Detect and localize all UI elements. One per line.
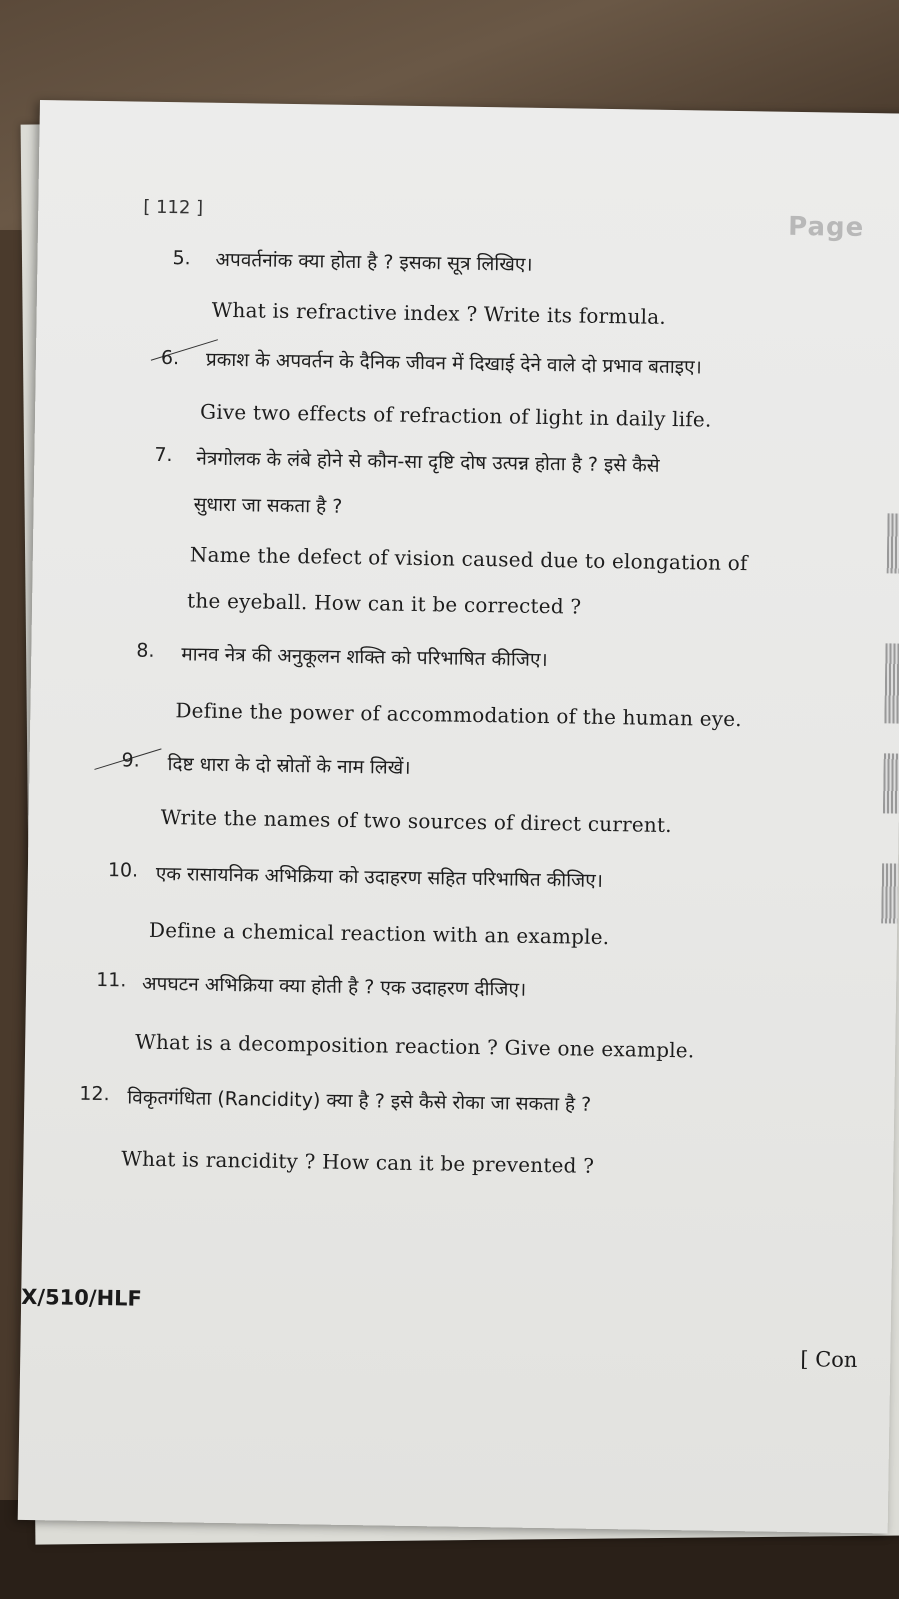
question-number: 6.	[160, 346, 180, 370]
question-hindi: अपघटन अभिक्रिया क्या होती है ? एक उदाहरण दीजिए।	[141, 972, 527, 1001]
question-english: the eyeball. How can it be corrected ?	[186, 588, 582, 619]
question-english: What is a decomposition reaction ? Give one example.	[135, 1029, 695, 1063]
paper-code: X/510/HLF	[21, 1284, 143, 1311]
question-english: Define a chemical reaction with an example.	[148, 917, 610, 950]
question-number: 11.	[96, 968, 127, 992]
question-hindi: सुधारा जा सकता है ?	[193, 493, 343, 518]
question-hindi: अपवर्तनांक क्या होता है ? इसका सूत्र लिखिए।	[215, 248, 533, 276]
question-english: What is rancidity ? How can it be prevented ?	[121, 1146, 595, 1178]
page-stamp: Page	[787, 211, 865, 243]
question-number: 9.	[121, 749, 140, 772]
question-english: Name the defect of vision caused due to elongation of	[189, 542, 748, 576]
question-number: 5.	[172, 247, 191, 270]
question-english: What is refractive index ? Write its formula.	[211, 297, 667, 329]
question-hindi: विकृतगंधिता (Rancidity) क्या है ? इसे कैसे रोका जा सकता है ?	[127, 1086, 592, 1116]
question-english: Give two effects of refraction of light in daily life.	[199, 399, 712, 432]
question-hindi: मानव नेत्र की अनुकूलन शक्ति को परिभाषित कीजिए।	[181, 643, 548, 672]
question-number: 7.	[154, 443, 173, 467]
question-hindi: प्रकाश के अपवर्तन के दैनिक जीवन में दिखाई देने वाले दो प्रभाव बताइए।	[205, 348, 702, 379]
page-number: [ 112 ]	[143, 196, 204, 219]
question-english: Write the names of two sources of direct current.	[160, 804, 672, 838]
continued-label: [ Con	[800, 1347, 858, 1372]
exam-page	[18, 100, 899, 1533]
question-list	[18, 100, 899, 1533]
question-english: Define the power of accommodation of the human eye.	[175, 698, 743, 732]
question-number: 10.	[107, 859, 139, 882]
question-number: 12.	[79, 1082, 110, 1106]
question-number: 8.	[136, 639, 155, 662]
question-hindi: एक रासायनिक अभिक्रिया को उदाहरण सहित परिभाषित कीजिए।	[155, 862, 604, 892]
question-hindi: नेत्रगोलक के लंबे होने से कौन-सा दृष्टि दोष उत्पन्न होता है ? इसे कैसे	[196, 447, 660, 477]
question-hindi: दिष्ट धारा के दो स्रोतों के नाम लिखें।	[167, 753, 411, 779]
